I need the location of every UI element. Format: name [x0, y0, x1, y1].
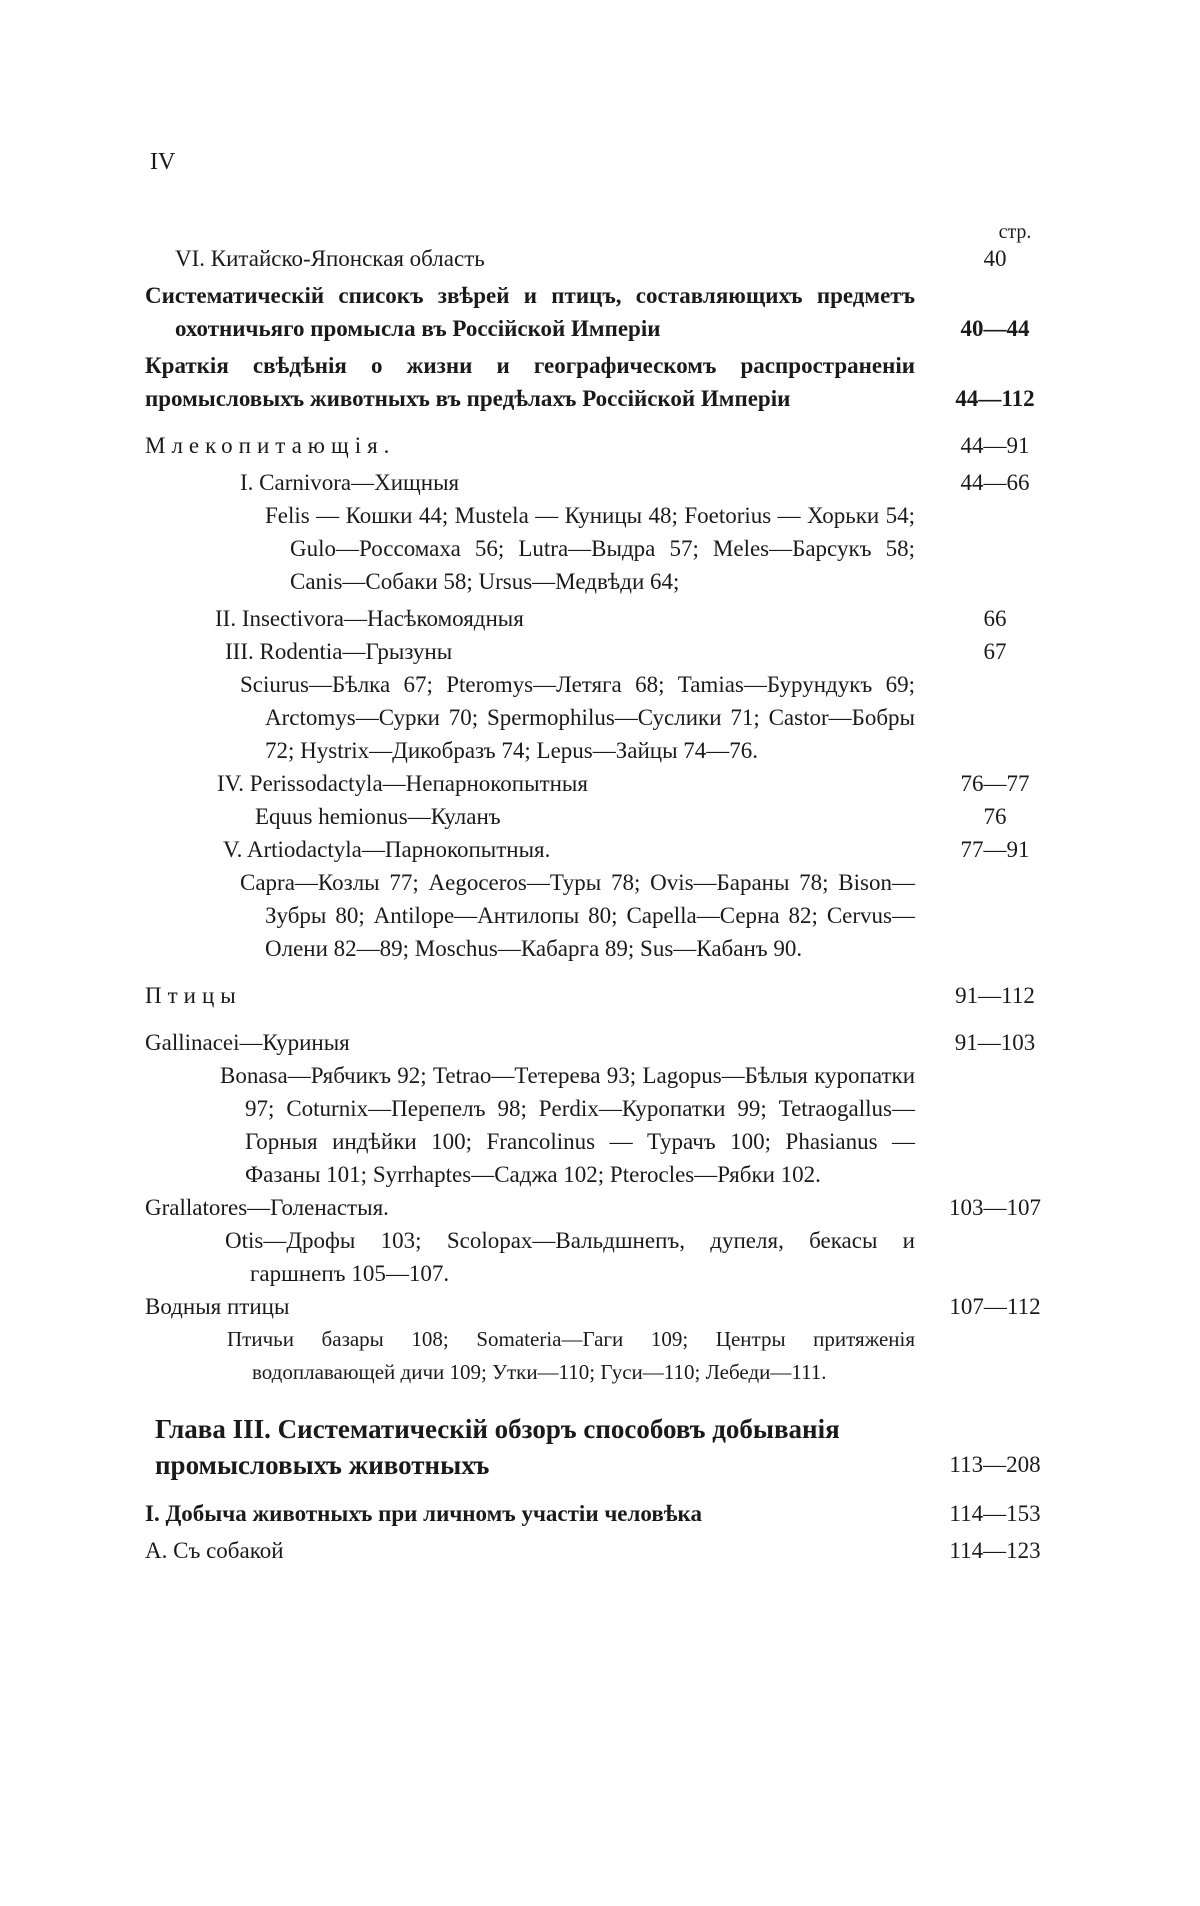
toc-entry-pages: 103—107 — [949, 1195, 1041, 1220]
toc-entry-title: Grallatores—Голенастыя. — [145, 1195, 389, 1220]
toc-entry — [145, 602, 1055, 635]
toc-entry-pages: 40 — [983, 246, 1007, 271]
toc-entry-pages: 113—208 — [949, 1452, 1041, 1477]
toc-entry-title: Gallinacei—Куриныя — [145, 1030, 350, 1055]
toc-entry-title: А. Съ собакой — [145, 1538, 284, 1563]
chapter-heading — [145, 1411, 1055, 1483]
toc-section-heading — [145, 429, 1055, 462]
toc-entry-title: II. Insectivora—Насѣкомоядныя — [215, 606, 524, 631]
toc-entry-title: Глава III. Систематическій обзоръ способовъ добыванія промысловыхъ животныхъ — [155, 1414, 840, 1480]
toc-entry-title: Птичьи базары 108; Somateria—Гаги 109; Центры притяженія водоплавающей дичи 109; Утки—110; Гуси—110; Лебеди—111. — [227, 1327, 915, 1384]
toc-entry-pages: 107—112 — [949, 1294, 1041, 1319]
toc-entry-description — [145, 1224, 1055, 1290]
toc-entry-pages: 66 — [983, 606, 1007, 631]
toc-entry — [145, 1497, 1055, 1530]
toc-entry-pages: 76 — [983, 804, 1007, 829]
toc-entry-pages: 91—112 — [955, 983, 1035, 1008]
toc-entry-title: Систематическій списокъ звѣрей и птицъ, составляющихъ предметъ охотничьяго промысла въ Россійской Имперіи — [145, 283, 915, 341]
toc-entry — [145, 635, 1055, 668]
toc-entry-title: Otis—Дрофы 103; Scolopax—Вальдшнепъ, дупеля, бекасы и гаршнепъ 105—107. — [225, 1228, 915, 1286]
toc-entry-title: VI. Китайско-Японская область — [175, 246, 485, 271]
toc-entry — [145, 349, 1055, 415]
toc-entry-title: Водныя птицы — [145, 1294, 290, 1319]
toc-entry — [145, 800, 1055, 833]
toc-entry-title: Equus hemionus—Куланъ — [255, 804, 501, 829]
toc-entry-pages: 44—66 — [960, 470, 1030, 495]
toc-entry — [145, 767, 1055, 800]
toc-entry-description — [145, 1323, 1055, 1389]
toc-entry — [145, 1191, 1055, 1224]
toc-entry-title: Sciurus—Бѣлка 67; Pteromys—Летяга 68; Tamias—Бурундукъ 69; Arctomys—Сурки 70; Spermophilus—Суслики 71; Castor—Бобры 72; Hystrix—Дикобразъ 74; Lepus—Зайцы 74—76. — [240, 672, 915, 763]
toc-entry — [145, 279, 1055, 345]
toc-entry-title: IV. Perissodactyla—Непарнокопытныя — [217, 771, 588, 796]
toc-entry-title: III. Rodentia—Грызуны — [225, 639, 453, 664]
toc-entry-title: Felis — Кошки 44; Mustela — Куницы 48; Foetorius — Хорьки 54; Gulo—Россомаха 56; Lutra—Выдра 57; Meles—Барсукъ 58; Canis—Собаки 58; Ursus—Медвѣди 64; — [265, 503, 915, 594]
toc-entry — [145, 833, 1055, 866]
toc-section-heading — [145, 979, 1055, 1012]
toc-entry-title: Bonasa—Рябчикъ 92; Tetrao—Тетерева 93; Lagopus—Бѣлыя куропатки 97; Coturnix—Перепелъ 98; Perdix—Куропатки 99; Tetraogallus—Горныя индѣйки 100; Francolinus — Турачъ 100; Phasianus — Фазаны 101; Syrrhaptes—Саджа 102; Pterocles—Рябки 102. — [220, 1063, 915, 1187]
toc-entry-pages: 76—77 — [960, 771, 1030, 796]
toc-entry-pages: 40—44 — [960, 316, 1030, 341]
page-number: IV — [150, 149, 176, 175]
toc-entry-description — [145, 499, 1055, 598]
toc-entry-pages: 114—123 — [949, 1538, 1041, 1563]
table-of-contents — [145, 220, 1055, 1567]
toc-entry-title: Capra—Козлы 77; Aegoceros—Туры 78; Ovis—Бараны 78; Bison—Зубры 80; Antilope—Антилопы 80; Capella—Серна 82; Cervus—Олени 82—89; Moschus—Кабарга 89; Sus—Кабанъ 90. — [240, 870, 915, 961]
toc-entry-title: Млекопитающія. — [145, 433, 396, 458]
toc-entry-pages: 91—103 — [954, 1030, 1036, 1055]
toc-entry-description — [145, 668, 1055, 767]
toc-entry-description — [145, 1059, 1055, 1191]
toc-entry-description — [145, 866, 1055, 965]
toc-entry-pages: 44—112 — [955, 386, 1035, 411]
pages-column-header: стр. — [998, 221, 1032, 243]
toc-entry-title: Краткія свѣдѣнія о жизни и географическомъ распространеніи промысловыхъ животныхъ въ предѣлахъ Россійской Имперіи — [145, 353, 915, 411]
toc-entry — [145, 1026, 1055, 1059]
toc-entry-title: I. Carnivora—Хищныя — [240, 470, 460, 495]
toc-entry-pages: 114—153 — [949, 1501, 1041, 1526]
toc-entry-title: V. Artiodactyla—Парнокопытныя. — [223, 837, 551, 862]
toc-entry-pages: 77—91 — [960, 837, 1030, 862]
toc-entry — [145, 466, 1055, 499]
toc-entry-pages: 67 — [983, 639, 1007, 664]
toc-entry-pages: 44—91 — [960, 433, 1030, 458]
toc-entry — [145, 1290, 1055, 1323]
toc-entry — [145, 1534, 1055, 1567]
toc-entry-title: Птицы — [145, 983, 242, 1008]
toc-entry-title: I. Добыча животныхъ при личномъ участіи человѣка — [145, 1501, 702, 1526]
toc-entry — [145, 220, 1055, 275]
